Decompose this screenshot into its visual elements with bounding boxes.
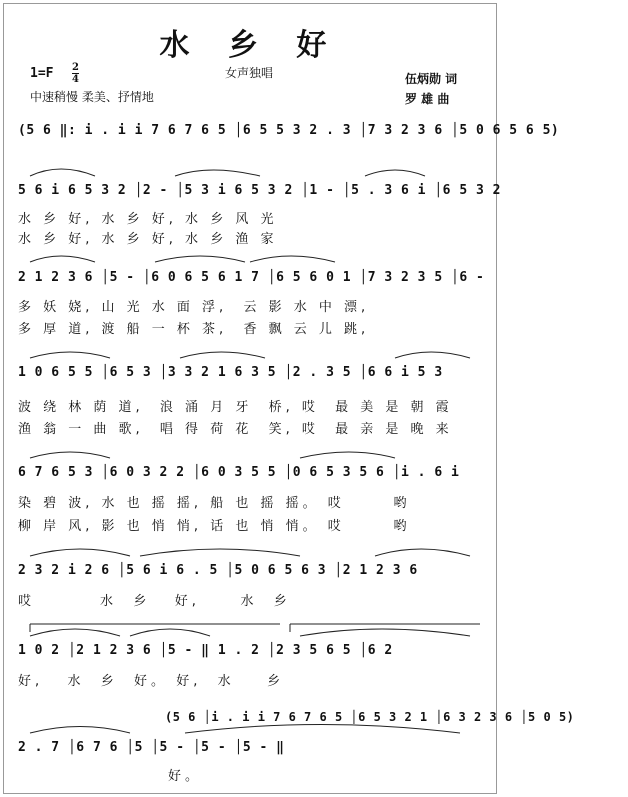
notation-line: 1 0 2 │2 1 2 3 6 │5 - ‖ 1 . 2 │2 3 5 6 5 │6 2: [18, 643, 393, 658]
lyric-verse-2: 多 厚 道, 渡 船 一 杯 茶, 香 飘 云 儿 跳,: [18, 322, 370, 337]
composer: 罗 雄 曲: [405, 92, 450, 106]
key-signature: 1=F: [30, 66, 54, 81]
notation-line: 1 0 6 5 5 │6 5 3 │3 3 2 1 6 3 5 │2 . 3 5 │6 6 i 5 3: [18, 365, 443, 380]
lyric-verse-2: 水 乡 好, 水 乡 好, 水 乡 渔 家: [18, 232, 278, 247]
time-bottom: 4: [72, 74, 79, 85]
voice-label: 女声独唱: [225, 66, 274, 80]
lyric-verse-1: 好, 水 乡 好。 好, 水 乡: [18, 674, 285, 689]
lyric-verse-2: 渔 翁 一 曲 歌, 唱 得 荷 花 笑, 哎 最 亲 是 晚 来: [18, 422, 453, 437]
notation-line: 2 3 2 i 2 6 │5 6 i 6 . 5 │5 0 6 5 6 3 │2 1 2 3 6: [18, 563, 418, 578]
notation-line: 5 6 i 6 5 3 2 │2 - │5 3 i 6 5 3 2 │1 - │5 . 3 6 i │6 5 3 2: [18, 183, 501, 198]
notation-line: 6 7 6 5 3 │6 0 3 2 2 │6 0 3 5 5 │0 6 5 3 5 6 │i . 6 i: [18, 465, 460, 480]
lyric-verse-1: 好。: [168, 769, 203, 784]
lyricist: 伍炳勋 词: [405, 72, 458, 86]
time-top: 2: [72, 62, 79, 73]
notation-line: (5 6 ‖: i . i i 7 6 7 6 5 │6 5 5 3 2 . 3 │7 3 2 3 6 │5 0 6 5 6 5): [18, 123, 560, 138]
notation-line: 2 . 7 │6 7 6 │5 │5 - │5 - │5 - ‖: [18, 740, 285, 755]
lyric-verse-1: 多 妖 娆, 山 光 水 面 浮, 云 影 水 中 漂,: [18, 300, 370, 315]
lyric-verse-1: 波 绕 林 荫 道, 浪 涌 月 牙 桥, 哎 最 美 是 朝 霞: [18, 400, 453, 415]
tempo-marking: 中速稍慢 柔美、抒情地: [30, 90, 154, 104]
notation-line: 2 1 2 3 6 │5 - │6 0 6 5 6 1 7 │6 5 6 0 1 │7 3 2 3 5 │6 -: [18, 270, 485, 285]
interlude-line: (5 6 │i . i i 7 6 7 6 5 │6 5 3 2 1 │6 3 2 3 6 │5 0 5): [165, 710, 575, 724]
lyric-verse-1: 水 乡 好, 水 乡 好, 水 乡 风 光: [18, 212, 278, 227]
lyric-verse-1: 哎 水 乡 好, 水 乡: [18, 594, 291, 609]
lyric-verse-2: 柳 岸 风, 影 也 悄 悄, 话 也 悄 悄。 哎 哟: [18, 519, 411, 534]
song-title: 水 乡 好: [159, 28, 341, 63]
lyric-verse-1: 染 碧 波, 水 也 摇 摇, 船 也 摇 摇。 哎 哟: [18, 496, 411, 511]
